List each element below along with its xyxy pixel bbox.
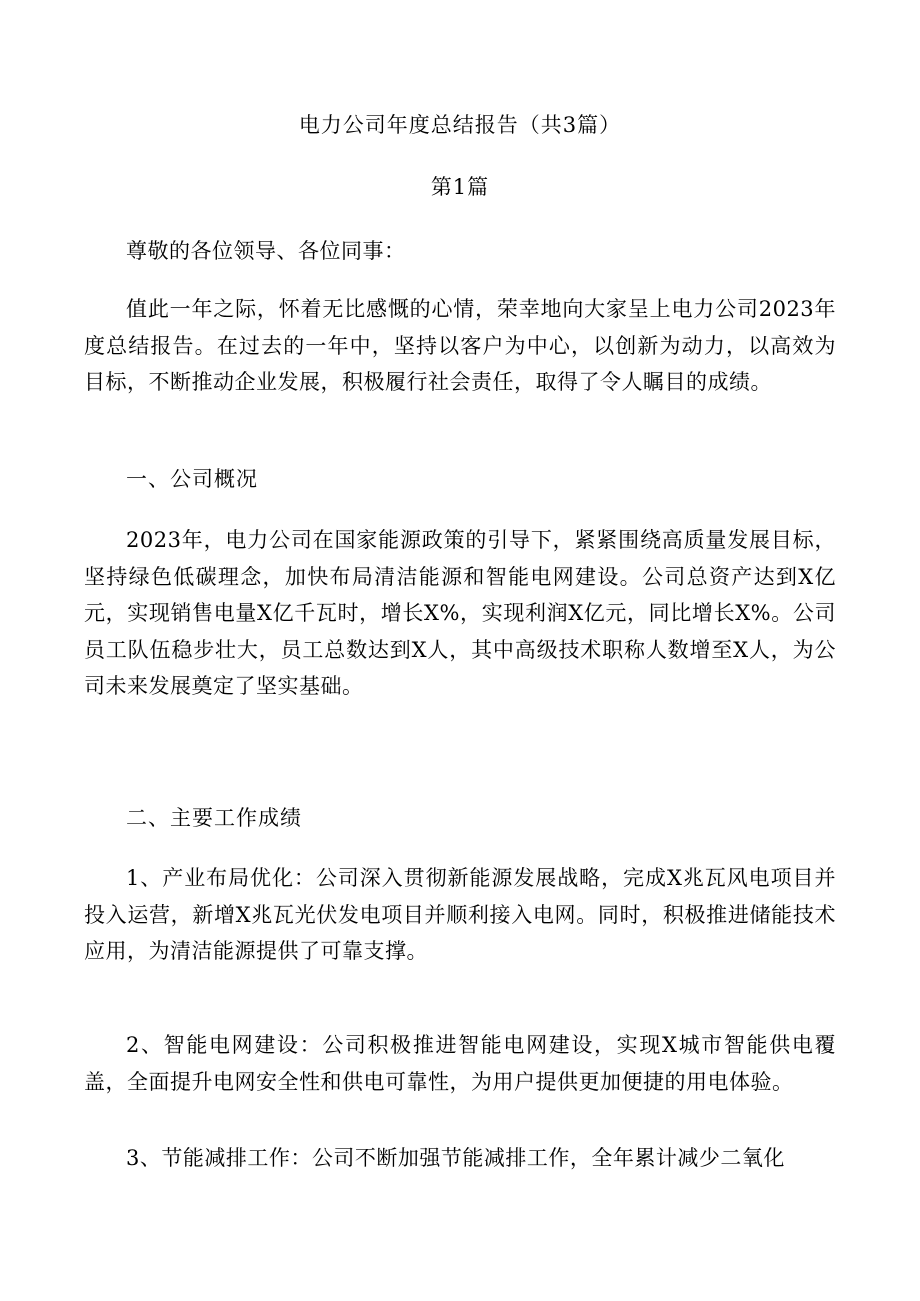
- achievement-item-3: 3、节能减排工作：公司不断加强节能减排工作，全年累计减少二氧化: [126, 1146, 785, 1170]
- part-title: 第1篇: [430, 175, 490, 199]
- document-title: 电力公司年度总结报告（共3篇）: [298, 113, 622, 137]
- achievement-item-1: 1、产业布局优化：公司深入贯彻新能源发展战略，完成X兆瓦风电项目并投入运营，新增X兆瓦光伏发电项目并顺利接入电网。同时，积极推进储能技术应用，为清洁能源提供了可靠支撑。: [84, 866, 836, 963]
- achievement-item-2: 2、智能电网建设：公司积极推进智能电网建设，实现X城市智能供电覆盖，全面提升电网安全性和供电可靠性，为用户提供更加便捷的用电体验。: [84, 1033, 836, 1094]
- intro-paragraph: 值此一年之际，怀着无比感慨的心情，荣幸地向大家呈上电力公司2023年度总结报告。在过去的一年中，坚持以客户为中心，以创新为动力，以高效为目标，不断推动企业发展，积极履行社会责任，取得了令人瞩目的成绩。: [84, 297, 836, 394]
- salutation-paragraph: 尊敬的各位领导、各位同事：: [126, 239, 406, 263]
- overview-paragraph: 2023年，电力公司在国家能源政策的引导下，紧紧围绕高质量发展目标，坚持绿色低碳理念，加快布局清洁能源和智能电网建设。公司总资产达到X亿元，实现销售电量X亿千瓦时，增长X%，实现利润X亿元，同比增长X%。公司员工队伍稳步壮大，员工总数达到X人，其中高级技术职称人数增至X人，为公司未来发展奠定了坚实基础。: [84, 528, 836, 698]
- section-heading-overview: 一、公司概况: [126, 467, 258, 491]
- section-heading-achievements: 二、主要工作成绩: [126, 806, 302, 830]
